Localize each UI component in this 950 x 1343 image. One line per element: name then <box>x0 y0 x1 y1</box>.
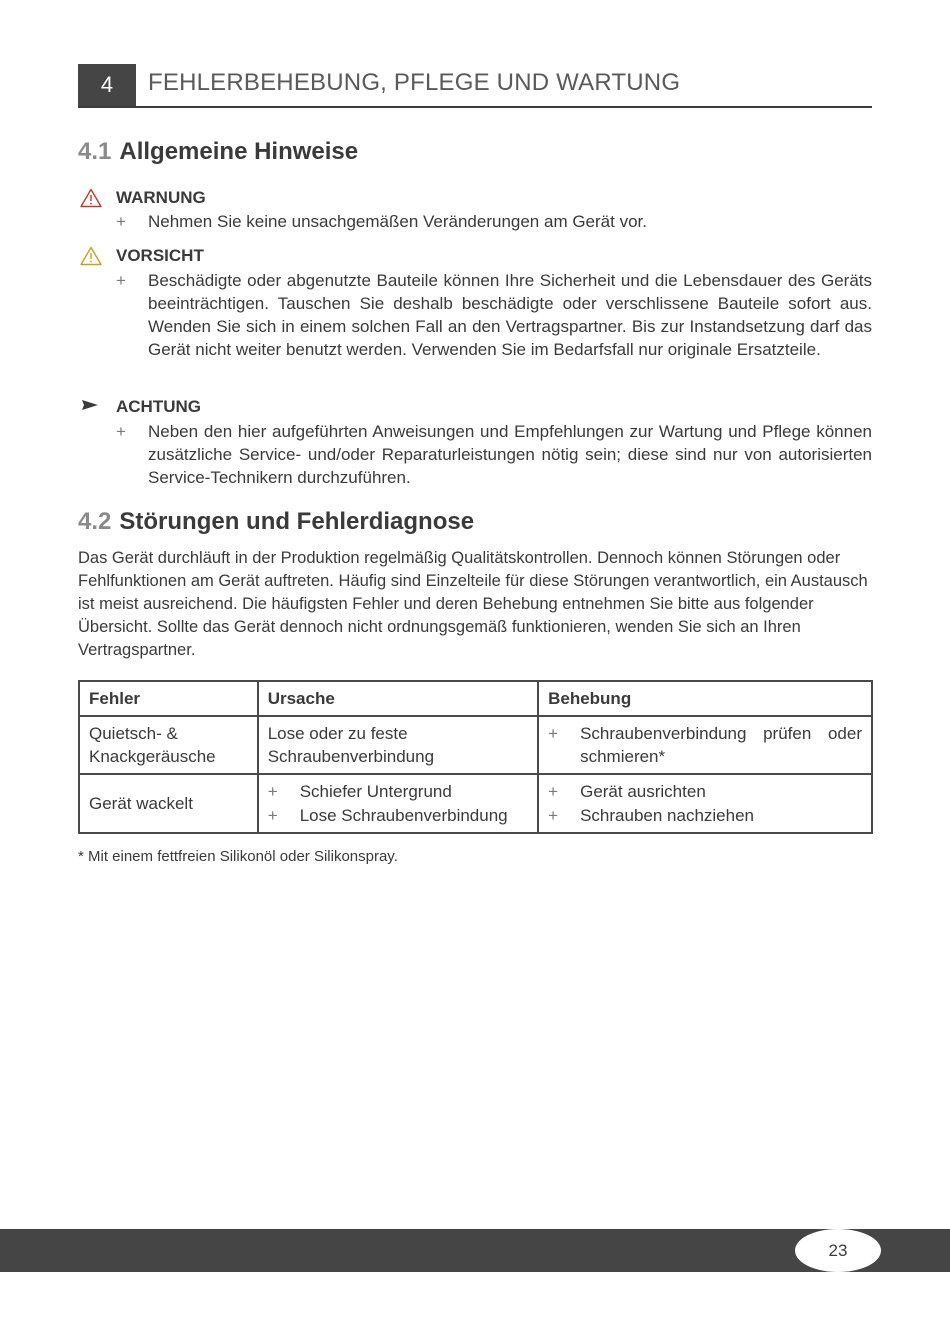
bullet-plus: + <box>116 271 126 290</box>
fault-table <box>78 680 873 834</box>
behebung-cell <box>538 774 872 833</box>
section-title: Störungen und Fehlerdiagnose <box>119 508 475 535</box>
behebung-list <box>548 722 862 768</box>
list-item: + Schiefer Untergrund <box>267 782 452 801</box>
behebung-cell <box>538 716 872 774</box>
list-item: + Gerät ausrichten <box>548 782 706 801</box>
section-intro-paragraph: Das Gerät durchläuft in der Produktion regelmäßig Qualitätskontrollen. Dennoch können Störungen oder Fehlfunktionen am Gerät auftreten. Häufig sind Einzelteile für diese Störungen verantwortlich, ein Austausch ist meist ausreichend. Die häufigsten Fehler und deren Behebung entnehmen Sie bitte aus folgender Übersicht. Sollte das Gerät dennoch nicht ordnungsgemäß funktionieren, wenden Sie sich an Ihren Vertragspartner. <box>78 549 868 659</box>
bullet-plus: + <box>116 212 126 231</box>
column-header-behebung: Behebung <box>538 681 872 716</box>
caution-triangle-icon <box>80 246 102 266</box>
bullet-text: Nehmen Sie keine unsachgemäßen Veränderungen am Gerät vor. <box>148 212 647 231</box>
chapter-header <box>78 64 872 108</box>
fehler-cell: Gerät wackelt <box>79 774 258 833</box>
chapter-number: 4 <box>78 64 136 106</box>
bullet-text: Beschädigte oder abgenutzte Bauteile können Ihre Sicherheit und die Lebensdauer des Geräts beeinträchtigen. Tauschen Sie deshalb beschädigte oder verschlissene Bauteile sofort aus. Wenden Sie sich in einem solchen Fall an den Vertragspartner. Bis zur Instandsetzung darf das Gerät nicht weiter benutzt werden. Verwenden Sie im Bedarfsfall nur originale Ersatzteile. <box>148 271 872 359</box>
list-item: + Lose Schraubenverbindung <box>267 806 508 825</box>
bullet-plus: + <box>548 724 559 743</box>
caution-bullet <box>116 269 872 361</box>
ursache-cell: Lose oder zu feste Schraubenverbindung <box>258 716 538 774</box>
footnote: * Mit einem fettfreien Silikonöl oder Silikonspray. <box>78 848 398 865</box>
bullet-plus: + <box>116 422 126 441</box>
section-number: 4.1 <box>78 138 112 165</box>
bullet-plus: + <box>548 806 559 825</box>
ursache-cell <box>258 774 538 833</box>
bullet-plus: + <box>548 782 559 801</box>
column-header-fehler: Fehler <box>79 681 258 716</box>
list-item: + Schrauben nachziehen <box>548 806 755 825</box>
arrow-flag-icon <box>80 399 100 413</box>
section-heading-4-1 <box>78 138 358 166</box>
page-number: 23 <box>795 1229 881 1272</box>
section-title: Allgemeine Hinweise <box>119 138 359 165</box>
attention-title: ACHTUNG <box>116 397 201 416</box>
bullet-text: Neben den hier aufgeführten Anweisungen und Empfehlungen zur Wartung und Pflege können zusätzliche Service- und/oder Reparaturleistungen nötig sein; diese sind nur von autorisierten Service-Technikern durchzuführen. <box>148 422 872 487</box>
bullet-plus: + <box>267 806 278 825</box>
warning-title: WARNUNG <box>116 188 206 207</box>
chapter-title: FEHLERBEHEBUNG, PFLEGE UND WARTUNG <box>148 69 681 96</box>
table-row <box>79 774 872 833</box>
section-number: 4.2 <box>78 508 112 535</box>
list-item: + Schraubenverbindung prüfen oder schmieren* <box>548 724 862 766</box>
caution-title: VORSICHT <box>116 246 204 265</box>
fehler-cell: Quietsch- & Knackgeräusche <box>79 716 258 774</box>
attention-bullet <box>116 420 872 489</box>
section-heading-4-2 <box>78 508 474 536</box>
warning-bullet <box>116 210 872 233</box>
column-header-ursache: Ursache <box>258 681 538 716</box>
behebung-list <box>548 780 862 827</box>
warning-triangle-icon <box>80 188 102 208</box>
table-header-row <box>79 681 872 716</box>
ursache-list <box>268 780 528 827</box>
bullet-plus: + <box>267 782 278 801</box>
table-row <box>79 716 872 774</box>
